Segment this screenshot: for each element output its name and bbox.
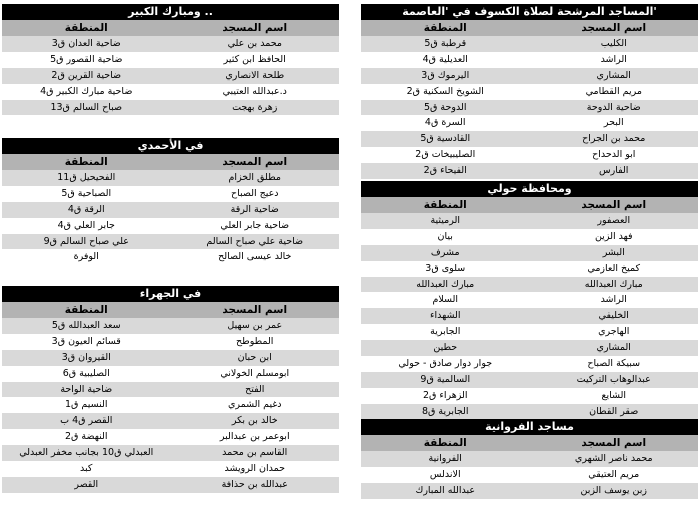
table-row <box>2 477 339 493</box>
cell-mosque: البشر <box>602 246 625 258</box>
cell-mosque: المشاري <box>596 69 631 81</box>
cell-area: القيروان ق3 <box>61 351 111 363</box>
table-row <box>361 115 698 131</box>
cell-area: القصر ق4 ب <box>60 415 113 427</box>
cell-area: صباح السالم ق13 <box>50 101 123 113</box>
cell-area: الفروانية <box>428 453 462 464</box>
table-row <box>361 36 698 52</box>
cell-mosque: الراشد <box>600 53 627 65</box>
section-capital <box>361 4 698 179</box>
table-row <box>361 229 698 245</box>
table-row <box>2 461 339 477</box>
cell-mosque: مريم العتيقي <box>588 468 640 480</box>
table-header <box>361 435 698 451</box>
table-row <box>361 308 698 324</box>
table-row <box>361 404 698 420</box>
cell-mosque: خالد بن بكر <box>231 415 278 427</box>
cell-area: جوار دوار صادق - حولي <box>398 358 493 370</box>
section-ahmadi <box>2 138 339 265</box>
cell-mosque: ابن حبان <box>237 351 272 363</box>
cell-mosque: د.عبدالله العتيبي <box>222 85 287 97</box>
section-jahra <box>2 286 339 493</box>
cell-area: الزهراء ق2 <box>422 389 468 401</box>
cell-mosque: الحافظ ابن كثير <box>223 53 286 65</box>
cell-area: الصليبية ق6 <box>62 367 110 379</box>
cell-mosque: البحر <box>603 117 624 129</box>
cell-area: سعد العبدالله ق5 <box>51 320 121 331</box>
cell-mosque: مبارك العبدالله <box>584 278 643 290</box>
column-area: المنطقة <box>423 199 467 211</box>
table-header <box>2 154 339 170</box>
cell-area: الوفرة <box>73 251 99 263</box>
cell-mosque: محمد بن الجراح <box>582 133 646 145</box>
table-row <box>2 218 339 234</box>
section-title: في الأحمدي <box>2 138 339 154</box>
table-row <box>2 234 339 250</box>
cell-mosque: فهد الزين <box>594 230 633 242</box>
cell-mosque: زبن يوسف الزبن <box>580 484 647 496</box>
table-row <box>2 318 339 334</box>
cell-mosque: دعيج الصباح <box>230 187 279 199</box>
cell-area: الشهداء <box>430 310 461 322</box>
cell-area: علي صباح السالم ق9 <box>43 235 129 247</box>
cell-area: اليرموك ق3 <box>421 69 470 81</box>
cell-mosque: كميخ العازمي <box>587 262 641 274</box>
table-header <box>2 302 339 318</box>
cell-mosque: عبدالله بن حذافة <box>221 478 288 490</box>
table-row <box>2 249 339 265</box>
table-row <box>2 202 339 218</box>
cell-mosque: الفارس <box>599 165 629 177</box>
cell-mosque: سبيكة الصباح <box>587 358 641 370</box>
cell-mosque: العصفور <box>597 215 631 226</box>
cell-area: الجابرية <box>430 326 461 338</box>
table-row <box>2 68 339 84</box>
column-area: المنطقة <box>423 437 467 449</box>
cell-mosque: صقر القطان <box>589 405 639 417</box>
cell-mosque: المشاري <box>596 342 631 354</box>
cell-area: الرقة ق4 <box>67 203 105 215</box>
section-hawalli <box>361 181 698 420</box>
table-row <box>361 467 698 483</box>
table-row <box>2 100 339 116</box>
cell-mosque: ابومسلم الخولاني <box>220 367 290 379</box>
cell-area: مشرف <box>430 246 460 258</box>
table-row <box>2 84 339 100</box>
section-farwaniya <box>361 419 698 499</box>
cell-area: العبدلي ق10 بجانب مخفر العبدلي <box>19 447 154 459</box>
cell-area: قسائم العيون ق3 <box>51 335 121 347</box>
cell-area: بيان <box>437 230 453 242</box>
cell-mosque: ضاحية الدوحة <box>586 101 641 113</box>
cell-area: السرة ق4 <box>424 117 466 129</box>
cell-area: عبدالله المبارك <box>415 484 476 496</box>
cell-mosque: ابو الدحداح <box>592 149 636 161</box>
table-row <box>2 186 339 202</box>
cell-area: النهضة ق2 <box>64 431 108 443</box>
column-area: المنطقة <box>64 156 108 168</box>
cell-mosque: عمر بن سهيل <box>227 320 283 331</box>
cell-area: كبد <box>80 463 93 475</box>
table-row <box>361 100 698 116</box>
cell-mosque: عبدالوهاب التركيت <box>576 373 651 385</box>
table-row <box>2 429 339 445</box>
section-mubarak-alkabeer <box>2 4 339 115</box>
cell-mosque: ضاحية علي صباح السالم <box>206 235 304 247</box>
cell-area: مبارك العبدالله <box>416 278 475 290</box>
cell-area: السلام <box>432 294 459 306</box>
cell-area: العديلية ق4 <box>422 53 468 65</box>
cell-mosque: الهاجري <box>598 326 630 338</box>
section-title: مساجد الفروانية <box>361 419 698 435</box>
cell-mosque: الخليفي <box>598 310 629 322</box>
cell-area: ضاحية القرين ق2 <box>51 69 122 81</box>
table-row <box>2 366 339 382</box>
table-row <box>2 170 339 186</box>
table-header <box>361 197 698 213</box>
cell-mosque: دغيم الشمري <box>227 399 282 411</box>
cell-area: الجابرية ق8 <box>421 405 469 417</box>
table-header <box>361 20 698 36</box>
cell-mosque: طلحة الانصاري <box>225 69 285 81</box>
table-row <box>361 372 698 388</box>
column-mosque: اسم المسجد <box>581 22 647 34</box>
table-row <box>361 324 698 340</box>
table-row <box>361 483 698 499</box>
column-area: المنطقة <box>423 22 467 34</box>
table-row <box>2 445 339 461</box>
cell-mosque: الكليب <box>600 38 627 49</box>
table-row <box>361 340 698 356</box>
cell-mosque: القاسم بن محمد <box>222 447 288 459</box>
table-row <box>361 388 698 404</box>
table-row <box>361 451 698 467</box>
table-row <box>2 334 339 350</box>
table-row <box>361 356 698 372</box>
cell-mosque: ابوعمر بن عبدالبر <box>219 431 290 443</box>
table-header <box>2 20 339 36</box>
column-mosque: اسم المسجد <box>222 304 288 316</box>
cell-mosque: محمد ناصر الشهري <box>574 453 653 464</box>
table-row <box>2 413 339 429</box>
cell-area: الصليبيخات ق2 <box>415 149 476 161</box>
cell-mosque: الشايع <box>601 389 627 401</box>
section-title: ومبارك الكبير .. <box>2 4 339 20</box>
cell-area: الرميثية <box>430 215 461 226</box>
cell-area: السالمية ق9 <box>420 373 471 385</box>
cell-area: الفحيحيل ق11 <box>57 172 116 183</box>
table-row <box>361 245 698 261</box>
cell-area: ضاحية القصور ق5 <box>50 53 123 65</box>
cell-area: النسيم ق1 <box>64 399 108 411</box>
column-mosque: اسم المسجد <box>581 199 647 211</box>
cell-area: الدوحة ق5 <box>423 101 467 113</box>
cell-mosque: حمدان الرويشد <box>224 463 285 475</box>
cell-mosque: ضاحية جابر العلي <box>220 219 290 231</box>
table-row <box>361 261 698 277</box>
section-title: في الجهراء <box>2 286 339 302</box>
cell-area: جابر العلي ق4 <box>57 219 115 231</box>
cell-mosque: مطلق الخزام <box>228 172 281 183</box>
table-row <box>361 213 698 229</box>
column-area: المنطقة <box>64 304 108 316</box>
cell-mosque: المطوطح <box>236 335 274 347</box>
table-row <box>2 350 339 366</box>
table-row <box>361 68 698 84</box>
cell-area: الصباحية ق5 <box>61 187 112 199</box>
cell-area: الشويخ السكنية ق2 <box>406 85 484 97</box>
column-mosque: اسم المسجد <box>222 22 288 34</box>
table-row <box>361 292 698 308</box>
table-row <box>361 147 698 163</box>
cell-mosque: محمد بن علي <box>227 38 282 49</box>
table-row <box>361 131 698 147</box>
cell-mosque: زهرة بهجت <box>232 101 278 113</box>
cell-area: ضاحية الواحة <box>60 383 113 395</box>
cell-mosque: الراشد <box>600 294 627 306</box>
cell-area: ضاحية مبارك الكبير ق4 <box>40 85 133 97</box>
cell-area: حطين <box>433 342 458 354</box>
table-row <box>2 397 339 413</box>
cell-mosque: ضاحية الرقة <box>230 203 279 215</box>
table-row <box>2 382 339 398</box>
table-row <box>2 52 339 68</box>
cell-mosque: مريم القطامي <box>585 85 642 97</box>
table-row <box>2 36 339 52</box>
cell-mosque: خالد عيسى الصالح <box>218 251 292 263</box>
section-title: ومحافظة حولي <box>361 181 698 197</box>
column-area: المنطقة <box>64 22 108 34</box>
cell-area: القادسية ق5 <box>420 133 471 145</box>
cell-area: ضاحية العدان ق3 <box>51 38 121 49</box>
cell-area: القصر <box>74 478 99 490</box>
table-row <box>361 163 698 179</box>
section-title: المساجد المرشحة لصلاة الكسوف في 'العاصمة' <box>361 4 698 20</box>
table-row <box>361 277 698 293</box>
cell-mosque: الفتح <box>245 383 265 395</box>
column-mosque: اسم المسجد <box>222 156 288 168</box>
column-mosque: اسم المسجد <box>581 437 647 449</box>
cell-area: الاندلس <box>429 468 461 480</box>
cell-area: الفيحاء ق2 <box>423 165 467 177</box>
table-row <box>361 52 698 68</box>
table-row <box>361 84 698 100</box>
cell-area: سلوى ق3 <box>425 262 466 274</box>
cell-area: قرطبة ق5 <box>424 38 467 49</box>
